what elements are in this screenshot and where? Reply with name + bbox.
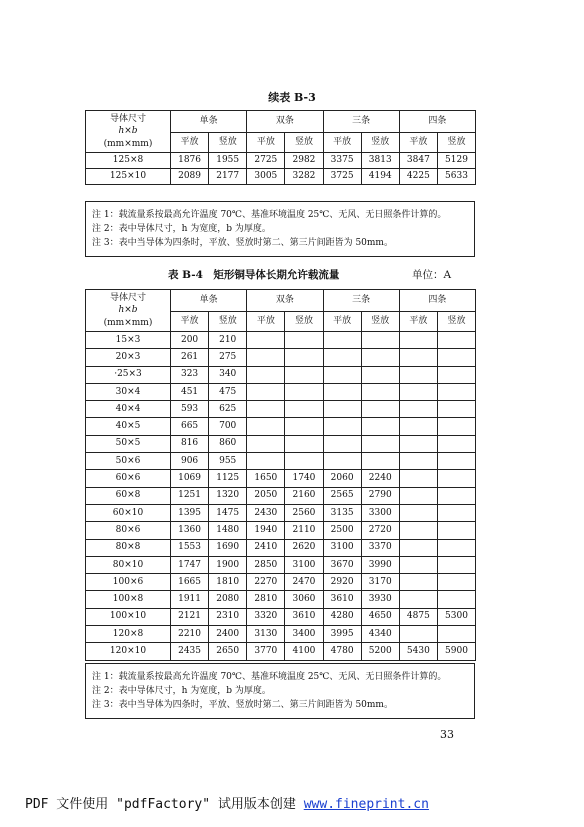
value-cell: 5200 bbox=[361, 643, 399, 660]
value-cell: 1940 bbox=[247, 522, 285, 539]
table-row bbox=[86, 626, 476, 643]
value-cell: 2850 bbox=[247, 556, 285, 573]
value-cell bbox=[437, 418, 475, 435]
table-row bbox=[86, 556, 476, 573]
value-cell: 3370 bbox=[361, 539, 399, 556]
value-cell: 593 bbox=[171, 401, 209, 418]
value-cell: 5900 bbox=[437, 643, 475, 660]
table-row bbox=[86, 504, 476, 521]
note: 注 3：表中当导体为四条时，平放、竖放时第二、第三片间距皆为 50mm。 bbox=[92, 238, 393, 248]
value-cell bbox=[361, 366, 399, 383]
value-cell: 1665 bbox=[171, 574, 209, 591]
value-cell bbox=[247, 332, 285, 349]
note: 注 1：载流量系按最高允许温度 70℃、基准环境温度 25℃、无风、无日照条件计算的。 bbox=[92, 672, 447, 682]
value-cell: 3375 bbox=[323, 153, 361, 169]
value-cell: 2177 bbox=[209, 169, 247, 185]
table1 bbox=[85, 110, 476, 185]
value-cell: 261 bbox=[171, 349, 209, 366]
table2-title: 表 B-4 矩形铜导体长期允许载流量 bbox=[168, 269, 340, 281]
value-cell bbox=[247, 453, 285, 470]
value-cell bbox=[437, 626, 475, 643]
value-cell bbox=[323, 332, 361, 349]
value-cell bbox=[437, 349, 475, 366]
table2-unit: 单位：A bbox=[412, 269, 452, 281]
sub-header: 平放 bbox=[323, 133, 361, 153]
value-cell bbox=[437, 332, 475, 349]
table-row bbox=[86, 401, 476, 418]
value-cell bbox=[323, 453, 361, 470]
value-cell bbox=[361, 383, 399, 400]
value-cell: 2790 bbox=[361, 487, 399, 504]
value-cell bbox=[361, 435, 399, 452]
value-cell: 860 bbox=[209, 435, 247, 452]
value-cell: 1360 bbox=[171, 522, 209, 539]
group-header: 单条 bbox=[171, 111, 247, 133]
sub-header: 竖放 bbox=[437, 312, 475, 332]
value-cell: 2435 bbox=[171, 643, 209, 660]
value-cell: 3060 bbox=[285, 591, 323, 608]
value-cell: 451 bbox=[171, 383, 209, 400]
value-cell: 1810 bbox=[209, 574, 247, 591]
value-cell bbox=[323, 366, 361, 383]
value-cell: 1747 bbox=[171, 556, 209, 573]
size-cell: 120×8 bbox=[86, 626, 171, 643]
table-row bbox=[86, 435, 476, 452]
value-cell: 1876 bbox=[171, 153, 209, 169]
size-cell: 15×3 bbox=[86, 332, 171, 349]
value-cell: 2400 bbox=[209, 626, 247, 643]
value-cell bbox=[399, 435, 437, 452]
value-cell bbox=[247, 401, 285, 418]
size-cell: 60×6 bbox=[86, 470, 171, 487]
table-row bbox=[86, 643, 476, 660]
footer-link[interactable]: www.fineprint.cn bbox=[303, 797, 429, 812]
value-cell: 1395 bbox=[171, 504, 209, 521]
value-cell: 275 bbox=[209, 349, 247, 366]
value-cell: 3995 bbox=[323, 626, 361, 643]
table-row bbox=[86, 349, 476, 366]
sub-header: 平放 bbox=[399, 312, 437, 332]
value-cell: 4780 bbox=[323, 643, 361, 660]
value-cell: 1069 bbox=[171, 470, 209, 487]
value-cell: 3400 bbox=[285, 626, 323, 643]
value-cell bbox=[399, 349, 437, 366]
value-cell bbox=[399, 383, 437, 400]
size-cell: 125×8 bbox=[86, 153, 171, 169]
size-header: 导体尺寸 h×b (mm×mm) bbox=[86, 111, 171, 153]
table-row bbox=[86, 522, 476, 539]
value-cell: 3610 bbox=[285, 608, 323, 625]
value-cell bbox=[399, 332, 437, 349]
value-cell bbox=[399, 574, 437, 591]
value-cell bbox=[399, 522, 437, 539]
size-cell: 30×4 bbox=[86, 383, 171, 400]
value-cell: 2210 bbox=[171, 626, 209, 643]
value-cell: 2810 bbox=[247, 591, 285, 608]
size-cell: 120×10 bbox=[86, 643, 171, 660]
value-cell bbox=[285, 366, 323, 383]
value-cell: 3300 bbox=[361, 504, 399, 521]
value-cell: 2089 bbox=[171, 169, 209, 185]
table1-title: 续表 B-3 bbox=[268, 91, 316, 104]
value-cell: 2560 bbox=[285, 504, 323, 521]
value-cell bbox=[285, 332, 323, 349]
sub-header: 平放 bbox=[247, 312, 285, 332]
table2 bbox=[85, 289, 476, 661]
value-cell bbox=[399, 487, 437, 504]
sub-header: 竖放 bbox=[209, 133, 247, 153]
value-cell bbox=[437, 504, 475, 521]
group-header: 单条 bbox=[171, 290, 247, 312]
value-cell bbox=[437, 453, 475, 470]
value-cell: 2725 bbox=[247, 153, 285, 169]
value-cell: 3100 bbox=[323, 539, 361, 556]
value-cell: 1125 bbox=[209, 470, 247, 487]
value-cell: 2410 bbox=[247, 539, 285, 556]
value-cell bbox=[399, 539, 437, 556]
value-cell bbox=[247, 418, 285, 435]
table-row bbox=[86, 332, 476, 349]
sub-header: 平放 bbox=[171, 133, 209, 153]
value-cell bbox=[323, 418, 361, 435]
value-cell bbox=[437, 435, 475, 452]
size-cell: 20×3 bbox=[86, 349, 171, 366]
value-cell: 2270 bbox=[247, 574, 285, 591]
value-cell bbox=[399, 470, 437, 487]
size-cell: 40×5 bbox=[86, 418, 171, 435]
value-cell bbox=[399, 556, 437, 573]
sub-header: 竖放 bbox=[361, 133, 399, 153]
value-cell bbox=[437, 591, 475, 608]
value-cell: 340 bbox=[209, 366, 247, 383]
value-cell: 4100 bbox=[285, 643, 323, 660]
table-row bbox=[86, 591, 476, 608]
value-cell: 3320 bbox=[247, 608, 285, 625]
value-cell: 955 bbox=[209, 453, 247, 470]
value-cell: 3990 bbox=[361, 556, 399, 573]
value-cell: 323 bbox=[171, 366, 209, 383]
value-cell bbox=[437, 539, 475, 556]
sub-header: 竖放 bbox=[437, 133, 475, 153]
value-cell: 2650 bbox=[209, 643, 247, 660]
value-cell: 1553 bbox=[171, 539, 209, 556]
value-cell: 2080 bbox=[209, 591, 247, 608]
value-cell: 1251 bbox=[171, 487, 209, 504]
value-cell: 3135 bbox=[323, 504, 361, 521]
footer-text: PDF 文件使用 "pdfFactory" 试用版本创建 bbox=[25, 797, 304, 812]
page-number: 33 bbox=[440, 728, 454, 741]
value-cell: 3770 bbox=[247, 643, 285, 660]
value-cell bbox=[323, 349, 361, 366]
sub-header: 竖放 bbox=[361, 312, 399, 332]
value-cell bbox=[285, 383, 323, 400]
size-cell: 80×10 bbox=[86, 556, 171, 573]
table2-notes bbox=[85, 663, 475, 719]
value-cell bbox=[323, 401, 361, 418]
value-cell: 5129 bbox=[437, 153, 475, 169]
table-row bbox=[86, 453, 476, 470]
size-cell: 100×6 bbox=[86, 574, 171, 591]
note: 注 1：载流量系按最高允许温度 70℃、基准环境温度 25℃、无风、无日照条件计算的。 bbox=[92, 210, 447, 220]
sub-header: 竖放 bbox=[285, 312, 323, 332]
value-cell bbox=[361, 401, 399, 418]
value-cell bbox=[437, 574, 475, 591]
value-cell: 816 bbox=[171, 435, 209, 452]
value-cell: 1690 bbox=[209, 539, 247, 556]
value-cell: 1320 bbox=[209, 487, 247, 504]
table-row bbox=[86, 574, 476, 591]
value-cell: 2470 bbox=[285, 574, 323, 591]
value-cell bbox=[437, 556, 475, 573]
value-cell: 4194 bbox=[361, 169, 399, 185]
value-cell: 2110 bbox=[285, 522, 323, 539]
value-cell: 5430 bbox=[399, 643, 437, 660]
value-cell bbox=[361, 349, 399, 366]
value-cell: 1740 bbox=[285, 470, 323, 487]
value-cell bbox=[323, 383, 361, 400]
value-cell bbox=[399, 401, 437, 418]
value-cell: 3100 bbox=[285, 556, 323, 573]
value-cell: 2920 bbox=[323, 574, 361, 591]
table-row bbox=[86, 470, 476, 487]
value-cell bbox=[247, 383, 285, 400]
value-cell bbox=[437, 383, 475, 400]
table-row bbox=[86, 383, 476, 400]
group-header: 四条 bbox=[399, 290, 475, 312]
value-cell: 2620 bbox=[285, 539, 323, 556]
value-cell: 2121 bbox=[171, 608, 209, 625]
value-cell bbox=[285, 435, 323, 452]
group-header: 四条 bbox=[399, 111, 475, 133]
size-cell: ·25×3 bbox=[86, 366, 171, 383]
value-cell bbox=[399, 453, 437, 470]
value-cell bbox=[285, 401, 323, 418]
size-cell: 80×6 bbox=[86, 522, 171, 539]
size-cell: 50×5 bbox=[86, 435, 171, 452]
table1-notes bbox=[85, 201, 475, 257]
value-cell bbox=[285, 349, 323, 366]
sub-header: 竖放 bbox=[209, 312, 247, 332]
value-cell bbox=[399, 366, 437, 383]
footer bbox=[25, 793, 429, 812]
value-cell bbox=[285, 453, 323, 470]
table-row bbox=[86, 169, 476, 185]
value-cell: 4650 bbox=[361, 608, 399, 625]
table-row bbox=[86, 539, 476, 556]
sub-header: 平放 bbox=[247, 133, 285, 153]
table-row bbox=[86, 153, 476, 169]
value-cell: 1955 bbox=[209, 153, 247, 169]
value-cell: 1650 bbox=[247, 470, 285, 487]
value-cell: 3282 bbox=[285, 169, 323, 185]
size-cell: 100×8 bbox=[86, 591, 171, 608]
sub-header: 平放 bbox=[399, 133, 437, 153]
value-cell: 3610 bbox=[323, 591, 361, 608]
value-cell bbox=[399, 504, 437, 521]
value-cell bbox=[437, 366, 475, 383]
value-cell: 2050 bbox=[247, 487, 285, 504]
group-header: 双条 bbox=[247, 111, 323, 133]
value-cell: 2060 bbox=[323, 470, 361, 487]
value-cell: 4340 bbox=[361, 626, 399, 643]
value-cell: 4875 bbox=[399, 608, 437, 625]
size-cell: 125×10 bbox=[86, 169, 171, 185]
table-row bbox=[86, 608, 476, 625]
note: 注 3：表中当导体为四条时，平放、竖放时第二、第三片间距皆为 50mm。 bbox=[92, 700, 393, 710]
value-cell: 4280 bbox=[323, 608, 361, 625]
size-cell: 60×8 bbox=[86, 487, 171, 504]
value-cell: 3813 bbox=[361, 153, 399, 169]
value-cell: 3725 bbox=[323, 169, 361, 185]
value-cell bbox=[437, 522, 475, 539]
value-cell: 2430 bbox=[247, 504, 285, 521]
value-cell: 2500 bbox=[323, 522, 361, 539]
value-cell: 5633 bbox=[437, 169, 475, 185]
value-cell: 2160 bbox=[285, 487, 323, 504]
value-cell bbox=[323, 435, 361, 452]
value-cell: 906 bbox=[171, 453, 209, 470]
value-cell: 200 bbox=[171, 332, 209, 349]
group-header: 双条 bbox=[247, 290, 323, 312]
sub-header: 平放 bbox=[323, 312, 361, 332]
table-row bbox=[86, 366, 476, 383]
value-cell: 2565 bbox=[323, 487, 361, 504]
value-cell: 1480 bbox=[209, 522, 247, 539]
value-cell: 3005 bbox=[247, 169, 285, 185]
value-cell bbox=[361, 453, 399, 470]
value-cell bbox=[361, 332, 399, 349]
table-row bbox=[86, 418, 476, 435]
value-cell: 210 bbox=[209, 332, 247, 349]
size-header: 导体尺寸 h×b (mm×mm) bbox=[86, 290, 171, 332]
sub-header: 平放 bbox=[171, 312, 209, 332]
group-header: 三条 bbox=[323, 290, 399, 312]
value-cell: 1911 bbox=[171, 591, 209, 608]
value-cell: 625 bbox=[209, 401, 247, 418]
size-cell: 50×6 bbox=[86, 453, 171, 470]
value-cell bbox=[247, 366, 285, 383]
size-cell: 100×10 bbox=[86, 608, 171, 625]
value-cell: 3930 bbox=[361, 591, 399, 608]
value-cell: 665 bbox=[171, 418, 209, 435]
value-cell: 1900 bbox=[209, 556, 247, 573]
value-cell: 3130 bbox=[247, 626, 285, 643]
group-header: 三条 bbox=[323, 111, 399, 133]
value-cell bbox=[247, 349, 285, 366]
value-cell bbox=[437, 401, 475, 418]
value-cell: 1475 bbox=[209, 504, 247, 521]
sub-header: 竖放 bbox=[285, 133, 323, 153]
value-cell bbox=[285, 418, 323, 435]
value-cell bbox=[399, 591, 437, 608]
value-cell: 2720 bbox=[361, 522, 399, 539]
value-cell: 5300 bbox=[437, 608, 475, 625]
note: 注 2：表中导体尺寸，h 为宽度，b 为厚度。 bbox=[92, 686, 271, 696]
value-cell: 2240 bbox=[361, 470, 399, 487]
value-cell: 2982 bbox=[285, 153, 323, 169]
value-cell bbox=[399, 626, 437, 643]
size-cell: 60×10 bbox=[86, 504, 171, 521]
value-cell: 700 bbox=[209, 418, 247, 435]
note: 注 2：表中导体尺寸，h 为宽度，b 为厚度。 bbox=[92, 224, 271, 234]
value-cell bbox=[399, 418, 437, 435]
value-cell bbox=[437, 487, 475, 504]
value-cell: 475 bbox=[209, 383, 247, 400]
size-cell: 40×4 bbox=[86, 401, 171, 418]
value-cell bbox=[361, 418, 399, 435]
table-row bbox=[86, 487, 476, 504]
value-cell: 4225 bbox=[399, 169, 437, 185]
value-cell bbox=[247, 435, 285, 452]
value-cell bbox=[437, 470, 475, 487]
value-cell: 3170 bbox=[361, 574, 399, 591]
value-cell: 3670 bbox=[323, 556, 361, 573]
value-cell: 2310 bbox=[209, 608, 247, 625]
value-cell: 3847 bbox=[399, 153, 437, 169]
size-cell: 80×8 bbox=[86, 539, 171, 556]
